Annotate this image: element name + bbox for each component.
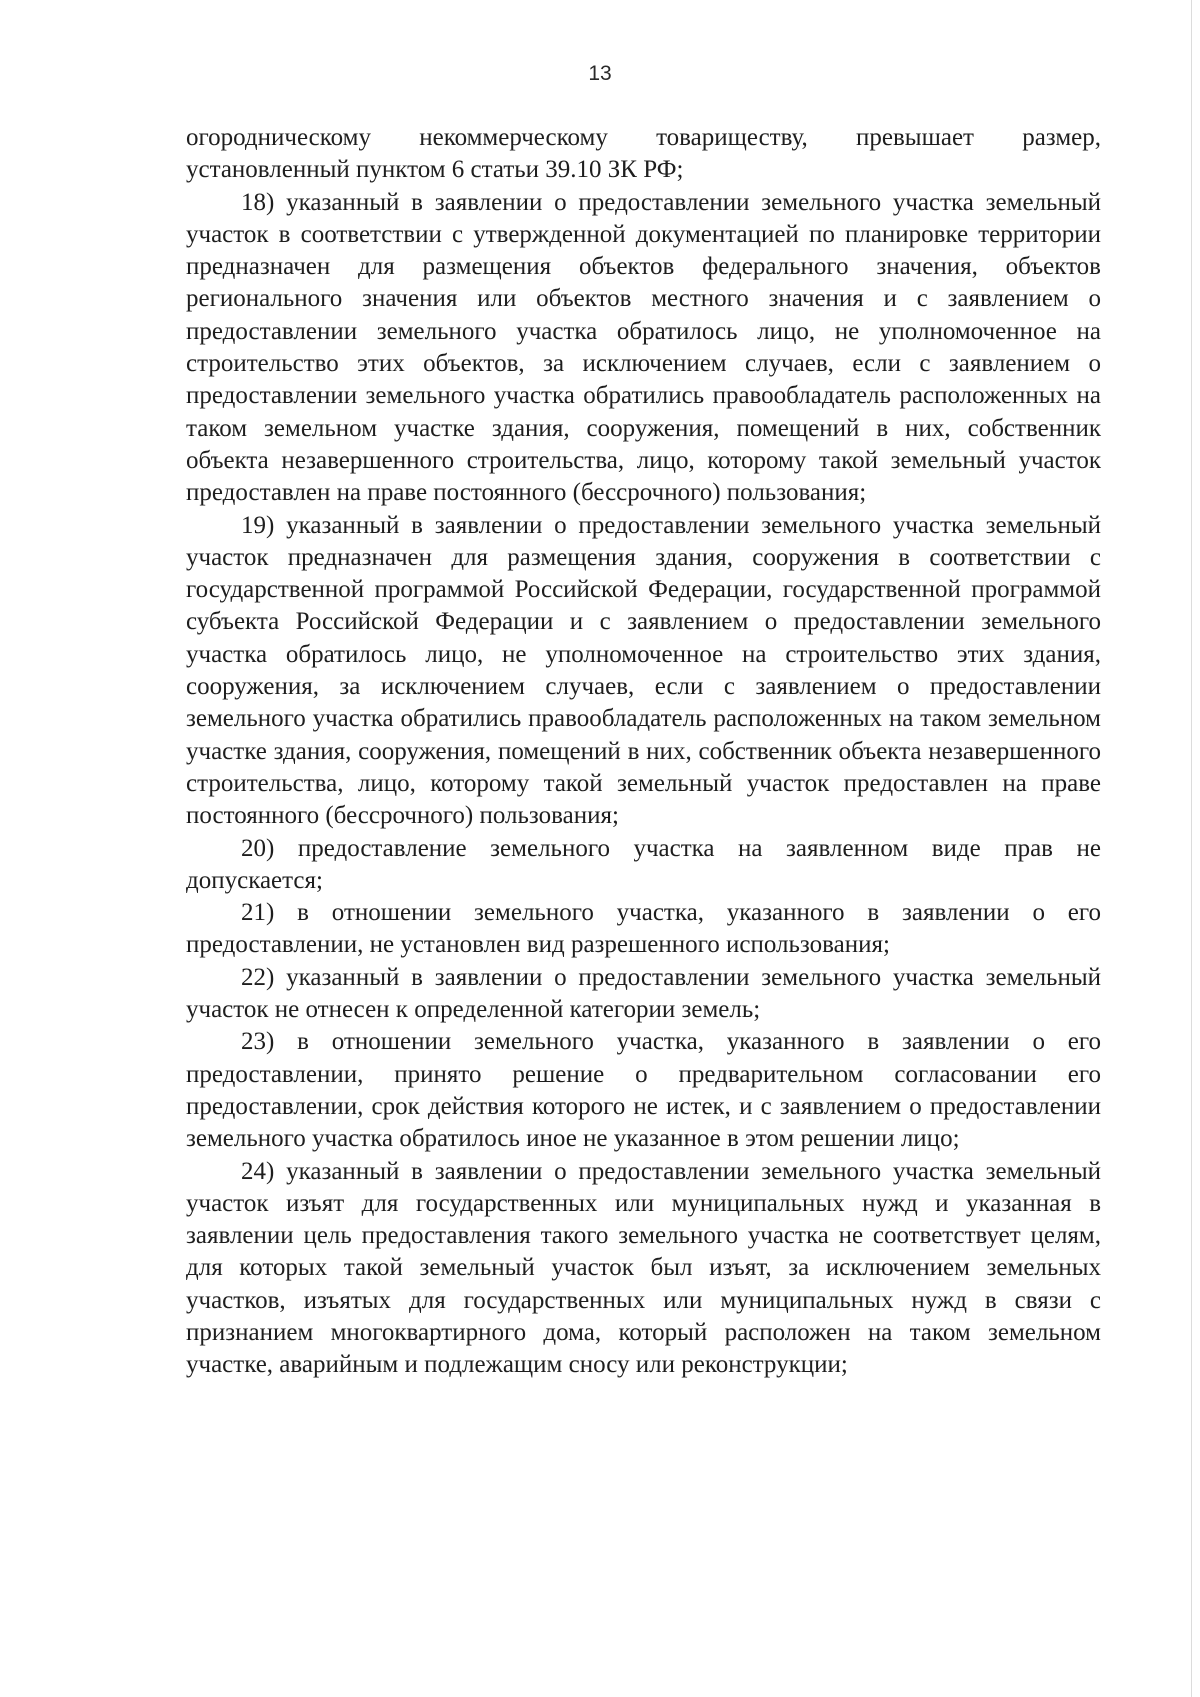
paragraph-item-21: 21) в отношении земельного участка, указанного в заявлении о его предоставлении, не установлен вид разрешенного использования; <box>186 899 1101 959</box>
document-body <box>186 122 1101 1382</box>
scan-edge-line <box>1191 0 1192 1697</box>
paragraph-item-22: 22) указанный в заявлении о предоставлении земельного участка земельный участок не отнесен к определенной категории земель; <box>186 963 1101 1024</box>
paragraph-item-20: 20) предоставление земельного участка на заявленном виде прав не допускается; <box>186 834 1101 894</box>
page-number: 13 <box>588 62 612 85</box>
paragraph-item-18: 18) указанный в заявлении о предоставлении земельного участка земельный участок в соответствии с утвержденной документацией по планировке территории предназначен для размещения объектов федерального значения, объектов регионального значения или объектов местного значения и с заявлением о предоставлении земельного участка обратилось лицо, не уполномоченное на строительство этих объектов, за исключением случаев, если с заявлением о предоставлении земельного участка обратились правообладатель расположенных на таком земельном участке здания, сооружения, помещений в них, собственник объекта незавершенного строительства, лицо, которому такой земельный участок предоставлен на праве постоянного (бессрочного) пользования; <box>186 188 1101 507</box>
paragraph-item-23: 23) в отношении земельного участка, указанного в заявлении о его предоставлении, принято решение о предварительном согласовании его предоставлении, срок действия которого не истек, и с заявлением о предоставлении земельного участка обратилось иное не указанное в этом решении лицо; <box>186 1028 1101 1153</box>
paragraph-item-24: 24) указанный в заявлении о предоставлении земельного участка земельный участок изъят для государственных или муниципальных нужд и указанная в заявлении цель предоставления такого земельного участка не соответствует целям, для которых такой земельный участок был изъят, за исключением земельных участков, изъятых для государственных или муниципальных нужд в связи с признанием многоквартирного дома, который расположен на таком земельном участке, аварийным и подлежащим сносу или реконструкции; <box>186 1157 1101 1379</box>
paragraph-continuation: огородническому некоммерческому товариществу, превышает размер, установленный пунктом 6 статьи 39.10 ЗК РФ; <box>186 124 1101 184</box>
paragraph-item-19: 19) указанный в заявлении о предоставлении земельного участка земельный участок предназначен для размещения здания, сооружения в соответствии с государственной программой Российской Федерации, государственной программой субъекта Российской Федерации и с заявлением о предоставлении земельного участка обратилось лицо, не уполномоченное на строительство этих здания, сооружения, за исключением случаев, если с заявлением о предоставлении земельного участка обратились правообладатель расположенных на таком земельном участке здания, сооружения, помещений в них, собственник объекта незавершенного строительства, лицо, которому такой земельный участок предоставлен на праве постоянного (бессрочного) пользования; <box>186 511 1101 830</box>
